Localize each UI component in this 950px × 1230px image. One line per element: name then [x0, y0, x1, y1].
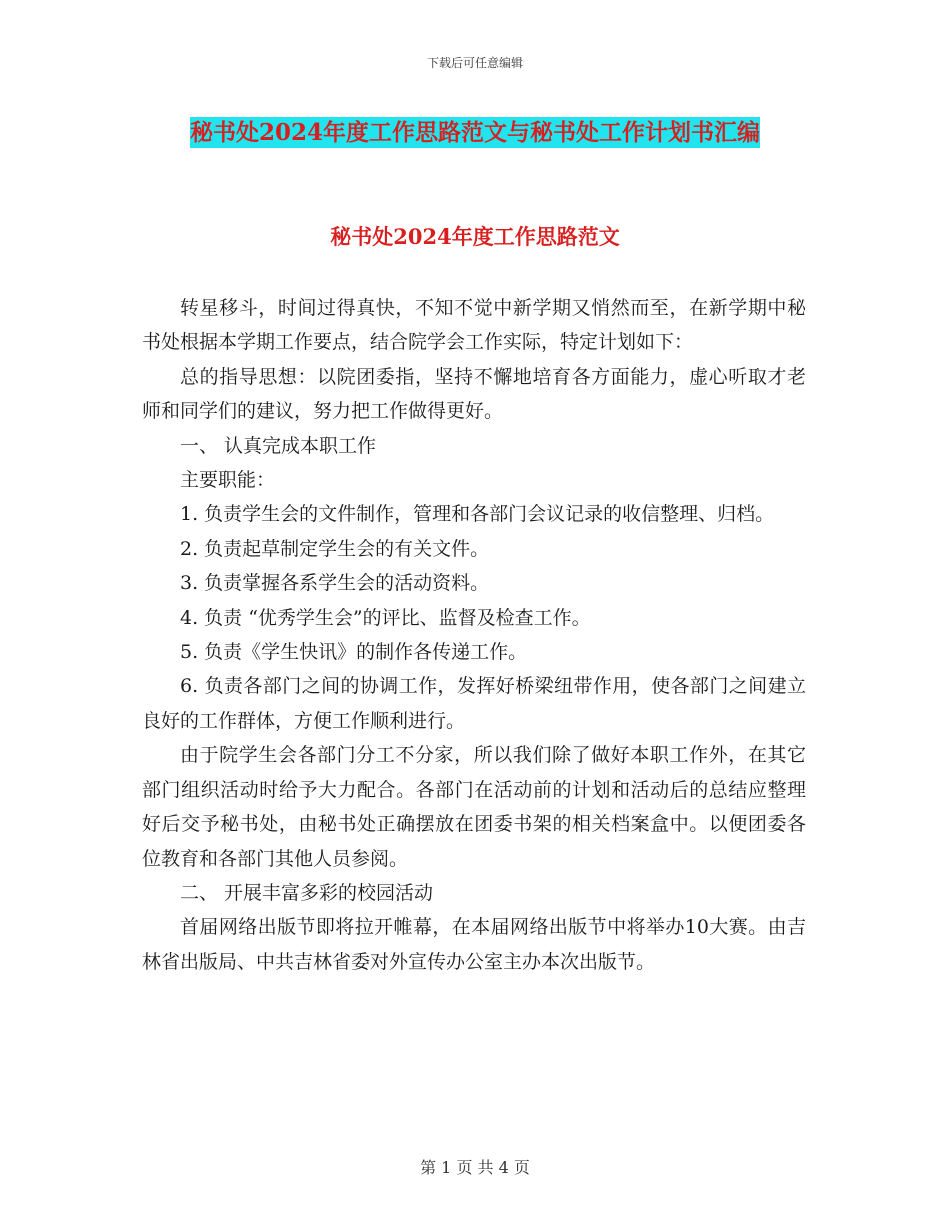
document-title-text: 秘书处2024年度工作思路范文与秘书处工作计划书汇编	[189, 119, 760, 146]
list-item: 6. 负责各部门之间的协调工作，发挥好桥梁纽带作用，使各部门之间建立良好的工作群体，方便工作顺利进行。	[142, 675, 806, 732]
paragraph: 总的指导思想：以院团委指，坚持不懈地培育各方面能力，虚心听取才老师和同学们的建议，努力把工作做得更好。	[142, 365, 806, 423]
page-footer: 第 1 页 共 4 页	[420, 1158, 530, 1177]
list-item: 1. 负责学生会的文件制作，管理和各部门会议记录的收信整理、归档。	[180, 503, 775, 526]
section-title: 秘书处2024年度工作思路范文	[330, 224, 620, 249]
list-item: 3. 负责掌握各系学生会的活动资料。	[180, 572, 490, 595]
list-item: 2. 负责起草制定学生会的有关文件。	[180, 537, 490, 560]
heading-item: 一、 认真完成本职工作	[180, 434, 377, 457]
heading-item: 二、 开展丰富多彩的校园活动	[180, 881, 434, 904]
document-title	[140, 110, 810, 156]
list-item: 4. 负责 “优秀学生会”的评比、监督及检查工作。	[180, 606, 591, 629]
list-item: 5. 负责《学生快讯》的制作各传递工作。	[180, 641, 528, 664]
document-body	[142, 291, 806, 979]
paragraph: 转星移斗，时间过得真快，不知不觉中新学期又悄然而至，在新学期中秘书处根据本学期工作要点，结合院学会工作实际，特定计划如下：	[142, 297, 806, 354]
paragraph: 由于院学生会各部门分工不分家，所以我们除了做好本职工作外，在其它部门组织活动时给予大力配合。各部门在活动前的计划和活动后的总结应整理好后交予秘书处，由秘书处正确摆放在团委书架的相关档案盒中。以便团委各位教育和各部门其他人员参阅。	[142, 744, 806, 870]
header-note: 下载后可任意编辑	[426, 56, 523, 70]
paragraph: 首届网络出版节即将拉开帷幕，在本届网络出版节中将举办10大赛。由吉林省出版局、中共吉林省委对外宣传办公室主办本次出版节。	[142, 916, 806, 973]
paragraph: 主要职能：	[180, 469, 276, 492]
